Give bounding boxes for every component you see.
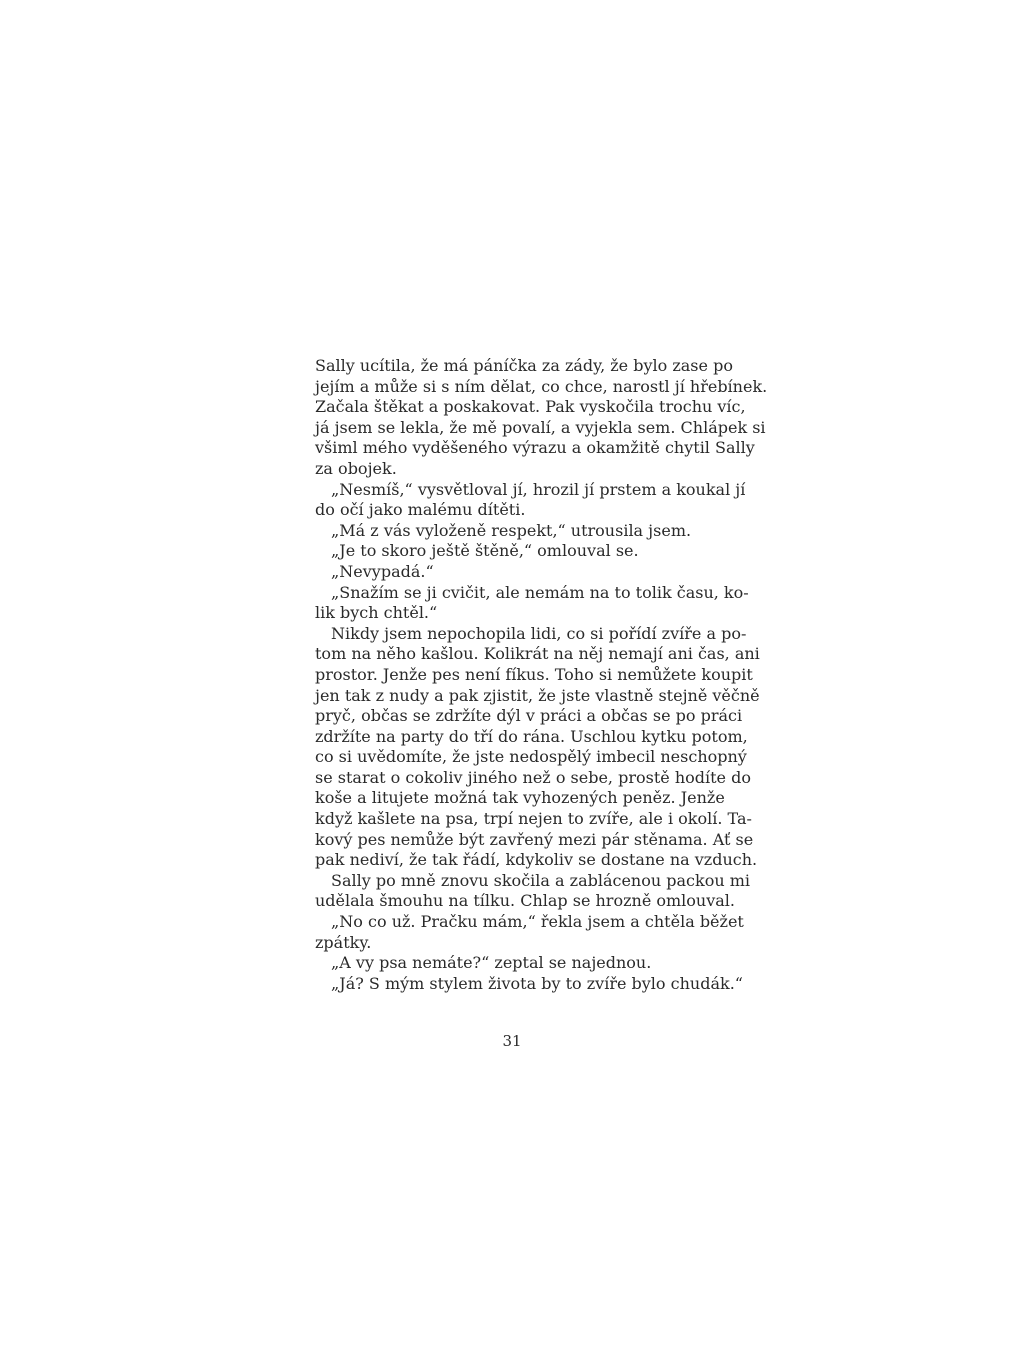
paragraph xyxy=(315,953,717,974)
paragraph xyxy=(315,521,717,542)
text-line: Nikdy jsem nepochopila lidi, co si pořídí zvíře a po- xyxy=(331,623,747,643)
text-line: udělala šmouhu na tílku. Chlap se hrozně omlouval. xyxy=(315,891,736,911)
text-line: Sally ucítila, že má páníčka za zády, že bylo zase po xyxy=(315,356,733,375)
body-text xyxy=(315,356,768,994)
text-line: co si uvědomíte, že jste nedospělý imbecil neschopný xyxy=(315,747,747,767)
text-line: pak nediví, že tak řádí, kdykoliv se dostane na vzduch. xyxy=(315,850,758,870)
text-line: za obojek. xyxy=(315,458,397,478)
text-line: kový pes nemůže být zavřený mezi pár stěnama. Ať se xyxy=(315,829,754,849)
text-line: „Snažím se ji cvičit, ale nemám na to tolik času, ko- xyxy=(331,582,749,602)
text-line: do očí jako malému dítěti. xyxy=(315,500,526,520)
text-line: „A vy psa nemáte?“ zeptal se najednou. xyxy=(331,953,652,973)
text-line: „Nevypadá.“ xyxy=(331,561,434,581)
paragraph xyxy=(315,479,746,521)
paragraph xyxy=(315,356,768,480)
paragraph xyxy=(315,582,749,624)
text-line: „Má z vás vyloženě respekt,“ utrousila jsem. xyxy=(331,520,692,540)
text-line: Začala štěkat a poskakovat. Pak vyskočila trochu víc, xyxy=(315,397,746,417)
text-line: zpátky. xyxy=(315,932,372,952)
text-line: koše a litujete možná tak vyhozených peněz. Jenže xyxy=(315,788,725,808)
text-line: „Nesmíš,“ vysvětloval jí, hrozil jí prstem a koukal jí xyxy=(331,479,746,499)
paragraph xyxy=(315,623,760,871)
paragraph xyxy=(315,562,717,583)
text-line: Sally po mně znovu skočila a zablácenou packou mi xyxy=(331,870,751,890)
paragraph xyxy=(315,973,743,995)
text-line: „Je to skoro ještě štěně,“ omlouval se. xyxy=(331,541,639,561)
text-line: já jsem se lekla, že mě povalí, a vyjekla sem. Chlápek si xyxy=(315,417,766,437)
text-line: všiml mého vyděšeného výrazu a okamžitě chytil Sally xyxy=(315,438,755,458)
paragraph xyxy=(315,870,751,912)
text-line: jen tak z nudy a pak zjistit, že jste vlastně stejně věčně xyxy=(315,685,760,705)
text-line: „Já? S mým stylem života by to zvíře bylo chudák.“ xyxy=(331,973,743,993)
text-line: se starat o cokoliv jiného než o sebe, prostě hodíte do xyxy=(315,767,751,787)
text-line: lik bych chtěl.“ xyxy=(315,603,438,623)
text-line: pryč, občas se zdržíte dýl v práci a občas se po práci xyxy=(315,706,743,726)
page-number: 31 xyxy=(502,1032,522,1050)
text-line: tom na něho kašlou. Kolikrát na něj nemají ani čas, ani xyxy=(315,644,760,664)
text-line: když kašlete na psa, trpí nejen to zvíře, ale i okolí. Ta- xyxy=(315,809,752,829)
text-line: jejím a může si s ním dělat, co chce, narostl jí hřebínek. xyxy=(315,376,768,396)
text-line: zdržíte na party do tří do rána. Uschlou kytku potom, xyxy=(315,726,748,746)
paragraph xyxy=(315,541,717,562)
text-line: „No co už. Pračku mám,“ řekla jsem a chtěla běžet xyxy=(331,912,744,932)
paragraph xyxy=(315,912,744,953)
text-line: prostor. Jenže pes není fíkus. Toho si nemůžete koupit xyxy=(315,664,753,684)
